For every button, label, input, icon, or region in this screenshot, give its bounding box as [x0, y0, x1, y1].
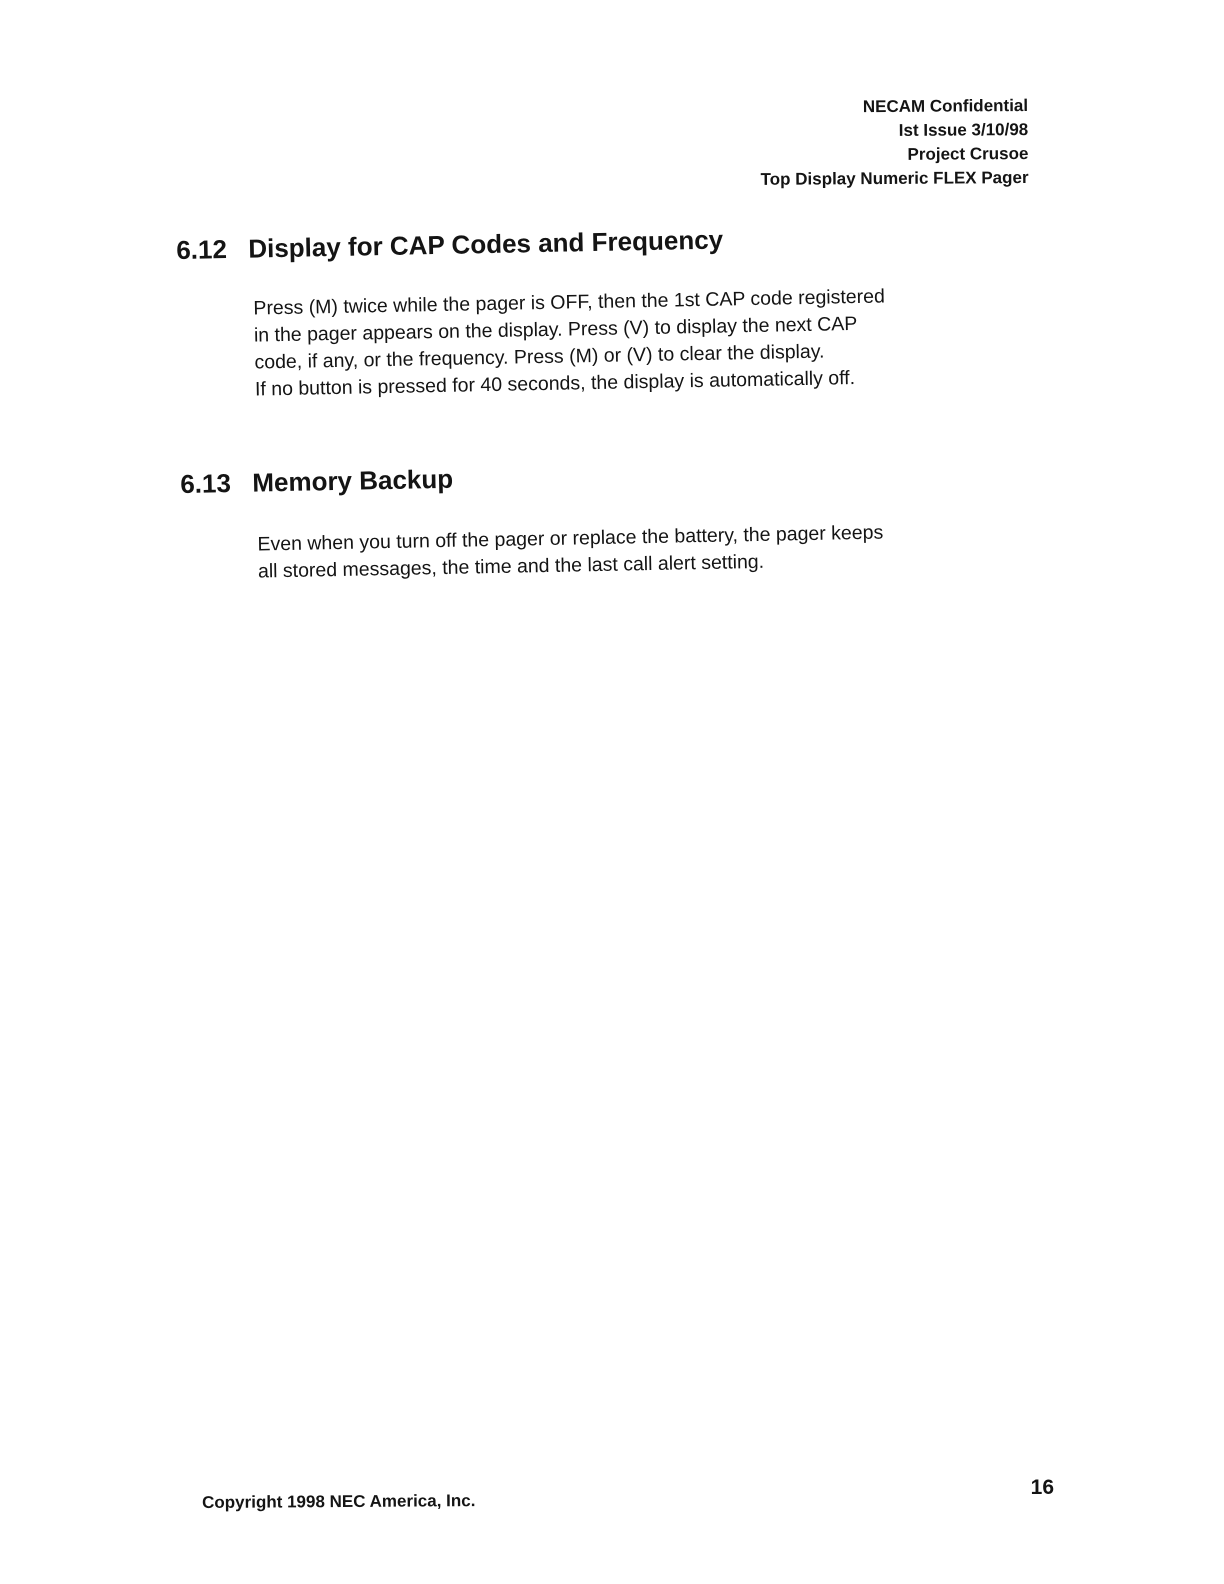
- body-line: in the pager appears on the display. Press (V) to display the next CAP: [253, 312, 858, 347]
- body-line: all stored messages, the time and the last call alert setting.: [257, 550, 765, 583]
- section-number: 6.12: [176, 234, 228, 265]
- body-line: code, if any, or the frequency. Press (M) or (V) to clear the display.: [254, 340, 825, 374]
- section-heading: [180, 455, 882, 500]
- body-line: Even when you turn off the pager or replace the battery, the pager keeps: [257, 521, 884, 556]
- section-title: Display for CAP Codes and Frequency: [248, 224, 724, 264]
- section-number: 6.13: [180, 468, 232, 499]
- section-cap-codes: [176, 220, 887, 405]
- section-title: Memory Backup: [252, 463, 454, 498]
- page-number: 16: [1030, 1476, 1054, 1499]
- document-header: [760, 94, 1029, 192]
- header-confidential: NECAM Confidential: [862, 95, 1029, 117]
- header-issue: Ist Issue 3/10/98: [898, 119, 1029, 140]
- section-memory-backup: [180, 455, 884, 587]
- body-line: Press (M) twice while the pager is OFF, then the 1st CAP code registered: [253, 285, 886, 320]
- section-body: [257, 520, 884, 586]
- section-heading: [176, 220, 884, 266]
- header-project: Project Crusoe: [907, 143, 1029, 164]
- header-product: Top Display Numeric FLEX Pager: [760, 167, 1029, 189]
- section-body: [253, 283, 886, 403]
- body-line: If no button is pressed for 40 seconds, the display is automatically off.: [254, 366, 856, 401]
- footer-copyright: Copyright 1998 NEC America, Inc.: [202, 1491, 476, 1512]
